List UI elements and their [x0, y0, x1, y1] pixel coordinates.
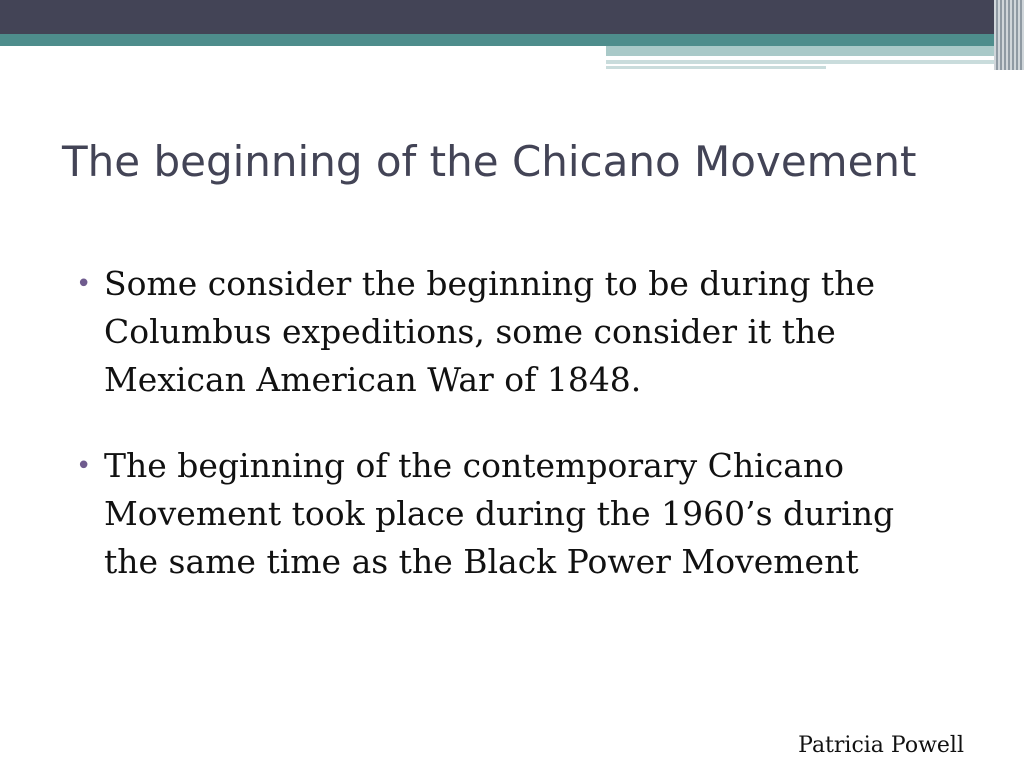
- header-accent-line-short: [606, 66, 826, 69]
- bullet-list: [74, 260, 954, 624]
- bullet-text: The beginning of the contemporary Chicano Movement took place during the 1960’s during the same time as the Black Power Movement: [104, 446, 895, 581]
- bullet-item: [74, 260, 954, 404]
- bullet-dot-icon: •: [76, 269, 92, 299]
- header-accent-bar: [606, 46, 1024, 56]
- header-bar-dark: [0, 0, 1024, 34]
- bullet-item: [74, 442, 954, 586]
- slide-title: The beginning of the Chicano Movement: [62, 137, 917, 186]
- header-bar-teal: [0, 34, 1024, 46]
- header-accent-line: [606, 60, 1024, 64]
- header-stripes: [994, 0, 1024, 70]
- bullet-text: Some consider the beginning to be during the Columbus expeditions, some consider it the Mexican American War of 1848.: [104, 264, 875, 399]
- bullet-dot-icon: •: [76, 451, 92, 481]
- slide-footer-author: Patricia Powell: [798, 733, 964, 758]
